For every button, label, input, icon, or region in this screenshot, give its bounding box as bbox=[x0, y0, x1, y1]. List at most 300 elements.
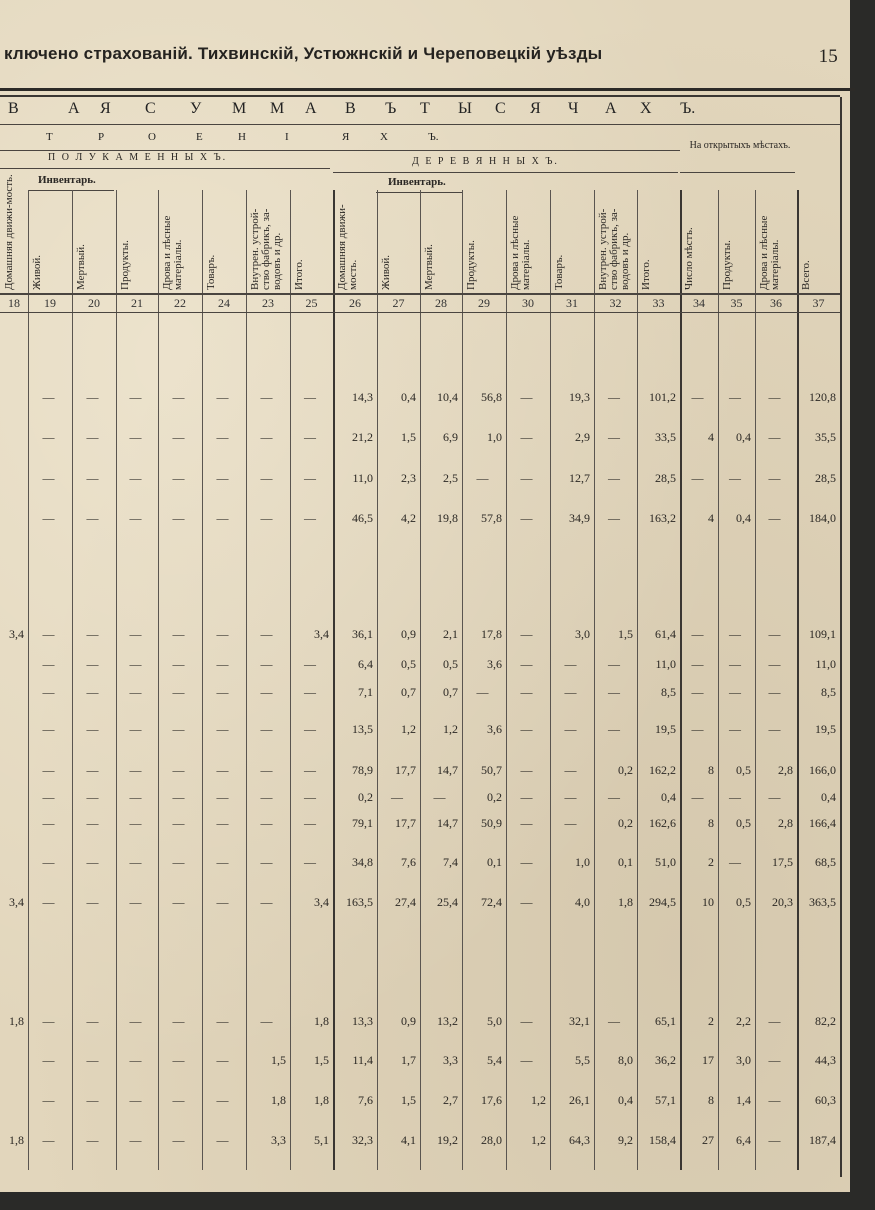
column-number: 22 bbox=[174, 296, 186, 310]
table-cell: — bbox=[216, 627, 229, 641]
table-cell: — bbox=[260, 471, 273, 485]
table-cell: 0,9 bbox=[401, 627, 416, 641]
banner-letter: Ъ. bbox=[680, 100, 696, 117]
table-cell: — bbox=[42, 1133, 55, 1147]
table-cell: 35,5 bbox=[815, 430, 836, 444]
banner-letter: С bbox=[145, 100, 156, 117]
table-cell: — bbox=[608, 1014, 620, 1028]
table-cell: 36,1 bbox=[352, 627, 373, 641]
table-cell: 163,2 bbox=[649, 511, 676, 525]
table-cell: 184,0 bbox=[809, 511, 836, 525]
table-cell: — bbox=[216, 430, 229, 444]
table-cell: 0,1 bbox=[618, 855, 633, 869]
table-cell: — bbox=[86, 390, 99, 404]
table-cell: — bbox=[129, 1014, 142, 1028]
table-cell: — bbox=[260, 895, 273, 909]
table-cell: 51,0 bbox=[655, 855, 676, 869]
table-cell: 4,2 bbox=[401, 511, 416, 525]
table-cell: — bbox=[86, 816, 99, 830]
table-cell: — bbox=[172, 471, 185, 485]
table-cell: — bbox=[86, 855, 99, 869]
column-number: 23 bbox=[262, 296, 274, 310]
table-cell: 26,1 bbox=[569, 1093, 590, 1107]
table-cell: 28,5 bbox=[655, 471, 676, 485]
table-cell: — bbox=[691, 471, 704, 485]
table-cell: 11,0 bbox=[352, 471, 373, 485]
table-cell: 36,2 bbox=[655, 1053, 676, 1067]
table-cell: — bbox=[520, 763, 533, 777]
table-cell: — bbox=[129, 1093, 142, 1107]
table-cell: — bbox=[520, 685, 533, 699]
column-number: 34 bbox=[693, 296, 705, 310]
column-header: Итого. bbox=[640, 259, 652, 290]
table-cell: 27,4 bbox=[395, 895, 416, 909]
table-cell: 0,4 bbox=[401, 390, 416, 404]
banner-letter: А bbox=[305, 100, 317, 117]
table-cell: — bbox=[172, 390, 185, 404]
table-cell: — bbox=[476, 471, 489, 485]
table-cell: 8,5 bbox=[821, 685, 836, 699]
table-cell: — bbox=[216, 763, 229, 777]
table-cell: 6,9 bbox=[443, 430, 458, 444]
table-cell: 57,1 bbox=[655, 1093, 676, 1107]
table-cell: — bbox=[42, 430, 55, 444]
table-cell: 8,0 bbox=[618, 1053, 633, 1067]
table-cell: — bbox=[216, 1053, 229, 1067]
table-cell: — bbox=[608, 790, 620, 804]
stroeniya-letter: Н bbox=[238, 131, 246, 143]
table-cell: — bbox=[304, 685, 316, 699]
table-cell: 0,4 bbox=[661, 790, 676, 804]
table-cell: 1,8 bbox=[618, 895, 633, 909]
banner-letter: В bbox=[345, 100, 356, 117]
table-cell: 166,4 bbox=[809, 816, 836, 830]
table-cell: 19,3 bbox=[569, 390, 590, 404]
column-number: 33 bbox=[652, 296, 665, 310]
table-cell: — bbox=[608, 657, 620, 671]
table-cell: 56,8 bbox=[481, 390, 502, 404]
table-cell: 1,2 bbox=[401, 722, 416, 736]
table-cell: — bbox=[172, 1133, 185, 1147]
column-number: 27 bbox=[392, 296, 405, 310]
table-cell: — bbox=[564, 722, 577, 736]
table-cell: 34,8 bbox=[352, 855, 373, 869]
table-cell: — bbox=[129, 685, 142, 699]
table-cell: 13,3 bbox=[352, 1014, 373, 1028]
table-cell: 3,4 bbox=[9, 895, 24, 909]
table-cell: — bbox=[42, 1053, 55, 1067]
table-cell: 3,0 bbox=[575, 627, 590, 641]
table-cell: 21,2 bbox=[352, 430, 373, 444]
table-cell: 46,5 bbox=[352, 511, 373, 525]
table-cell: — bbox=[86, 790, 99, 804]
table-cell: 1,8 bbox=[314, 1093, 329, 1107]
table-cell: — bbox=[564, 657, 577, 671]
table-cell: 65,1 bbox=[655, 1014, 676, 1028]
table-cell: — bbox=[729, 722, 741, 736]
table-cell: — bbox=[304, 657, 316, 671]
header-rule-thin bbox=[0, 95, 840, 97]
column-header: Итого. bbox=[293, 259, 305, 290]
table-cell: — bbox=[433, 790, 446, 804]
table-cell: — bbox=[768, 685, 781, 699]
table-cell: — bbox=[42, 895, 55, 909]
table-cell: — bbox=[86, 895, 99, 909]
table-cell: 7,4 bbox=[443, 855, 458, 869]
table-cell: — bbox=[42, 627, 55, 641]
table-cell: — bbox=[608, 722, 620, 736]
table-cell: 1,0 bbox=[487, 430, 502, 444]
table-cell: — bbox=[520, 430, 533, 444]
table-cell: — bbox=[260, 763, 273, 777]
table-cell: 17,6 bbox=[481, 1093, 502, 1107]
table-cell: — bbox=[129, 657, 142, 671]
banner-letter: М bbox=[270, 100, 285, 117]
table-cell: 19,2 bbox=[437, 1133, 458, 1147]
column-header: Внутрен. устрой-ство фабрикъ, за-водовъ и др. bbox=[249, 208, 283, 290]
table-cell: 57,8 bbox=[481, 511, 502, 525]
table-cell: 2,8 bbox=[778, 763, 793, 777]
table-cell: — bbox=[216, 685, 229, 699]
table-cell: 3,4 bbox=[314, 627, 329, 641]
table-cell: 0,4 bbox=[821, 790, 836, 804]
page-number: 15 bbox=[818, 46, 838, 67]
table-cell: 1,4 bbox=[736, 1093, 751, 1107]
table-cell: 10 bbox=[702, 895, 714, 909]
table-cell: — bbox=[86, 1053, 99, 1067]
table-cell: 1,2 bbox=[443, 722, 458, 736]
table-cell: 5,5 bbox=[575, 1053, 590, 1067]
banner-letter: Ч bbox=[568, 100, 579, 117]
table-cell: 3,6 bbox=[487, 722, 502, 736]
derev-rule bbox=[333, 172, 678, 173]
column-header: Мертвый. bbox=[75, 244, 87, 290]
table-cell: 5,0 bbox=[487, 1014, 502, 1028]
table-cell: 50,9 bbox=[481, 816, 502, 830]
table-cell: — bbox=[564, 763, 577, 777]
table-cell: — bbox=[216, 816, 229, 830]
table-cell: 82,2 bbox=[815, 1014, 836, 1028]
table-cell: 6,4 bbox=[736, 1133, 751, 1147]
table-cell: 8 bbox=[708, 1093, 714, 1107]
table-cell: 72,4 bbox=[481, 895, 502, 909]
table-cell: — bbox=[129, 816, 142, 830]
table-cell: 162,2 bbox=[649, 763, 676, 777]
table-cell: 3,4 bbox=[9, 627, 24, 641]
open-rule bbox=[680, 172, 795, 173]
table-cell: 28,5 bbox=[815, 471, 836, 485]
table-cell: — bbox=[42, 1093, 55, 1107]
table-cell: — bbox=[86, 627, 99, 641]
table-cell: — bbox=[260, 657, 273, 671]
table-cell: 120,8 bbox=[809, 390, 836, 404]
table-cell: 33,5 bbox=[655, 430, 676, 444]
table-cell: — bbox=[608, 390, 620, 404]
table-cell: — bbox=[729, 685, 741, 699]
table-cell: 11,0 bbox=[815, 657, 836, 671]
table-cell: 1,8 bbox=[9, 1014, 24, 1028]
banner-letter: А bbox=[68, 100, 80, 117]
banner-total-sum bbox=[0, 100, 840, 124]
table-cell: 79,1 bbox=[352, 816, 373, 830]
table-cell: — bbox=[520, 1053, 533, 1067]
table-cell: — bbox=[260, 390, 273, 404]
column-number: 18 bbox=[8, 296, 20, 310]
column-header: Товаръ. bbox=[205, 254, 217, 290]
table-cell: — bbox=[520, 657, 533, 671]
table-cell: 8 bbox=[708, 763, 714, 777]
table-cell: 101,2 bbox=[649, 390, 676, 404]
table-cell: 1,7 bbox=[401, 1053, 416, 1067]
table-cell: 50,7 bbox=[481, 763, 502, 777]
table-cell: 0,4 bbox=[618, 1093, 633, 1107]
table-cell: — bbox=[129, 430, 142, 444]
table-cell: 61,4 bbox=[655, 627, 676, 641]
table-cell: 0,5 bbox=[736, 816, 751, 830]
table-cell: — bbox=[129, 471, 142, 485]
banner-letter: Т bbox=[420, 100, 430, 117]
table-cell: — bbox=[768, 1053, 781, 1067]
banner-letter: Х bbox=[640, 100, 652, 117]
table-cell: 187,4 bbox=[809, 1133, 836, 1147]
table-cell: 14,7 bbox=[437, 816, 458, 830]
table-cell: 8 bbox=[708, 816, 714, 830]
table-cell: 0,5 bbox=[401, 657, 416, 671]
table-cell: 12,7 bbox=[569, 471, 590, 485]
table-cell: 294,5 bbox=[649, 895, 676, 909]
table-cell: 11,4 bbox=[352, 1053, 373, 1067]
column-header: Дрова и лѣсные матеріалы. bbox=[161, 215, 184, 290]
banner-letter: Я bbox=[100, 100, 111, 117]
table-cell: — bbox=[768, 790, 781, 804]
table-cell: — bbox=[216, 1093, 229, 1107]
column-header: Дрова и лѣсные матеріалы. bbox=[509, 215, 532, 290]
table-cell: 3,0 bbox=[736, 1053, 751, 1067]
table-cell: — bbox=[768, 511, 781, 525]
table-cell: — bbox=[129, 390, 142, 404]
table-cell: 7,6 bbox=[358, 1093, 373, 1107]
table-cell: — bbox=[564, 816, 577, 830]
table-cell: — bbox=[86, 1133, 99, 1147]
banner-letter: У bbox=[190, 100, 202, 117]
table-cell: — bbox=[768, 471, 781, 485]
column-header: Живой. bbox=[380, 255, 392, 290]
table-cell: — bbox=[520, 627, 533, 641]
stroeniya-letter: О bbox=[148, 131, 156, 143]
table-cell: 4,1 bbox=[401, 1133, 416, 1147]
stroeniyakh-heading bbox=[0, 131, 680, 147]
table-cell: — bbox=[304, 763, 316, 777]
table-cell: 20,3 bbox=[772, 895, 793, 909]
table-cell: — bbox=[304, 790, 316, 804]
table-cell: — bbox=[172, 722, 185, 736]
group-polukamennykh: П О Л У К А М Е Н Н Ы Х Ъ. bbox=[48, 152, 228, 163]
table-cell: — bbox=[129, 511, 142, 525]
table-cell: — bbox=[564, 790, 577, 804]
banner-letter: В bbox=[8, 100, 19, 117]
table-cell: — bbox=[691, 627, 704, 641]
stroeniya-rule bbox=[0, 150, 680, 151]
table-cell: 1,2 bbox=[531, 1093, 546, 1107]
table-cell: 2 bbox=[708, 1014, 714, 1028]
table-cell: — bbox=[608, 471, 620, 485]
table-cell: — bbox=[608, 430, 620, 444]
table-cell: 3,3 bbox=[271, 1133, 286, 1147]
table-cell: — bbox=[216, 1133, 229, 1147]
table-cell: 11,0 bbox=[655, 657, 676, 671]
table-cell: 0,2 bbox=[358, 790, 373, 804]
column-divider bbox=[840, 97, 842, 1177]
table-cell: 32,3 bbox=[352, 1133, 373, 1147]
table-cell: — bbox=[42, 855, 55, 869]
table-cell: 28,0 bbox=[481, 1133, 502, 1147]
table-cell: 2,3 bbox=[401, 471, 416, 485]
table-cell: — bbox=[172, 855, 185, 869]
table-cell: 5,1 bbox=[314, 1133, 329, 1147]
table-cell: — bbox=[520, 511, 533, 525]
table-cell: — bbox=[729, 790, 741, 804]
table-cell: — bbox=[768, 390, 781, 404]
table-cell: 2,2 bbox=[736, 1014, 751, 1028]
table-cell: — bbox=[260, 722, 273, 736]
table-cell: — bbox=[42, 1014, 55, 1028]
table-cell: — bbox=[691, 722, 704, 736]
table-cell: 1,5 bbox=[314, 1053, 329, 1067]
table-cell: — bbox=[520, 895, 533, 909]
table-cell: — bbox=[216, 390, 229, 404]
table-cell: — bbox=[260, 627, 273, 641]
group-open-places: На открытыхъ мѣстахъ. bbox=[689, 140, 791, 151]
table-cell: — bbox=[260, 816, 273, 830]
stroeniya-letter: Р bbox=[98, 131, 105, 143]
table-cell: 0,4 bbox=[736, 511, 751, 525]
column-number: 25 bbox=[305, 296, 318, 310]
table-cell: 13,2 bbox=[437, 1014, 458, 1028]
table-cell: — bbox=[608, 685, 620, 699]
page-title: ключено страхованій. Тихвинскій, Устюжнскій и Череповецкій уѣзды bbox=[4, 44, 603, 63]
column-number: 19 bbox=[44, 296, 56, 310]
column-number: 36 bbox=[770, 296, 782, 310]
table-cell: 68,5 bbox=[815, 855, 836, 869]
column-header: Домашняя движи-мость. bbox=[336, 204, 359, 290]
table-cell: — bbox=[42, 722, 55, 736]
table-cell: 2,7 bbox=[443, 1093, 458, 1107]
table-cell: 25,4 bbox=[437, 895, 458, 909]
table-cell: — bbox=[172, 790, 185, 804]
column-number: 31 bbox=[566, 296, 578, 310]
table-cell: 0,2 bbox=[487, 790, 502, 804]
column-header: Внутрен. устрой-ство фабрикъ, за-водовъ и др. bbox=[597, 208, 631, 290]
table-cell: 1,5 bbox=[271, 1053, 286, 1067]
banner-letter: М bbox=[232, 100, 247, 117]
table-cell: — bbox=[216, 722, 229, 736]
table-cell: — bbox=[129, 1133, 142, 1147]
column-header: Товаръ. bbox=[553, 254, 565, 290]
colnum-rule bbox=[0, 312, 840, 313]
stroeniya-letter: Т bbox=[46, 131, 53, 143]
table-cell: 0,5 bbox=[736, 763, 751, 777]
table-cell: 14,3 bbox=[352, 390, 373, 404]
table-cell: 0,2 bbox=[618, 816, 633, 830]
table-cell: — bbox=[768, 1133, 781, 1147]
table-cell: — bbox=[42, 657, 55, 671]
table-cell: — bbox=[768, 1014, 781, 1028]
table-cell: — bbox=[729, 627, 741, 641]
table-cell: — bbox=[42, 471, 55, 485]
inventar-rule-2 bbox=[376, 192, 462, 193]
table-cell: — bbox=[42, 763, 55, 777]
table-cell: 162,6 bbox=[649, 816, 676, 830]
table-cell: — bbox=[86, 511, 99, 525]
column-number: 29 bbox=[478, 296, 490, 310]
table-cell: — bbox=[729, 390, 741, 404]
table-cell: — bbox=[129, 855, 142, 869]
table-cell: 2 bbox=[708, 855, 714, 869]
table-cell: 78,9 bbox=[352, 763, 373, 777]
column-number: 28 bbox=[435, 296, 447, 310]
table-cell: 44,3 bbox=[815, 1053, 836, 1067]
page-header bbox=[4, 44, 844, 74]
stroeniya-letter: Х bbox=[380, 131, 388, 143]
table-cell: 1,0 bbox=[575, 855, 590, 869]
table-cell: — bbox=[260, 855, 273, 869]
table-cell: — bbox=[172, 627, 185, 641]
table-cell: 19,5 bbox=[815, 722, 836, 736]
table-cell: — bbox=[304, 511, 316, 525]
table-cell: 34,9 bbox=[569, 511, 590, 525]
table-cell: 1,5 bbox=[401, 430, 416, 444]
stroeniya-letter: І bbox=[285, 131, 289, 143]
table-cell: — bbox=[691, 790, 704, 804]
table-cell: 2,9 bbox=[575, 430, 590, 444]
table-cell: — bbox=[691, 685, 704, 699]
table-cell: — bbox=[129, 895, 142, 909]
table-cell: 2,8 bbox=[778, 816, 793, 830]
table-cell: — bbox=[216, 511, 229, 525]
table-cell: — bbox=[216, 657, 229, 671]
table-cell: 109,1 bbox=[809, 627, 836, 641]
table-cell: 17,7 bbox=[395, 763, 416, 777]
table-cell: — bbox=[129, 722, 142, 736]
table-cell: — bbox=[304, 390, 316, 404]
table-cell: 0,7 bbox=[443, 685, 458, 699]
table-cell: 1,5 bbox=[401, 1093, 416, 1107]
table-cell: 5,4 bbox=[487, 1053, 502, 1067]
table-cell: — bbox=[129, 1053, 142, 1067]
column-number: 32 bbox=[609, 296, 622, 310]
banner-letter: Я bbox=[530, 100, 541, 117]
column-header: Продукты. bbox=[465, 240, 477, 290]
inventar-rule-1 bbox=[28, 190, 114, 191]
column-header: Живой. bbox=[31, 255, 43, 290]
table-cell: 4 bbox=[708, 430, 714, 444]
table-cell: 8,5 bbox=[661, 685, 676, 699]
table-cell: — bbox=[729, 855, 741, 869]
table-cell: — bbox=[691, 390, 704, 404]
table-cell: 60,3 bbox=[815, 1093, 836, 1107]
table-cell: — bbox=[172, 1053, 185, 1067]
table-cell: 1,8 bbox=[314, 1014, 329, 1028]
table-cell: 17 bbox=[702, 1053, 714, 1067]
table-cell: — bbox=[304, 855, 316, 869]
table-cell: 27 bbox=[702, 1133, 714, 1147]
table-cell: — bbox=[86, 471, 99, 485]
table-cell: 2,1 bbox=[443, 627, 458, 641]
header-bottom-rule bbox=[0, 293, 840, 295]
table-cell: — bbox=[172, 763, 185, 777]
stroeniya-letter: Ъ. bbox=[428, 131, 439, 143]
table-cell: — bbox=[42, 390, 55, 404]
